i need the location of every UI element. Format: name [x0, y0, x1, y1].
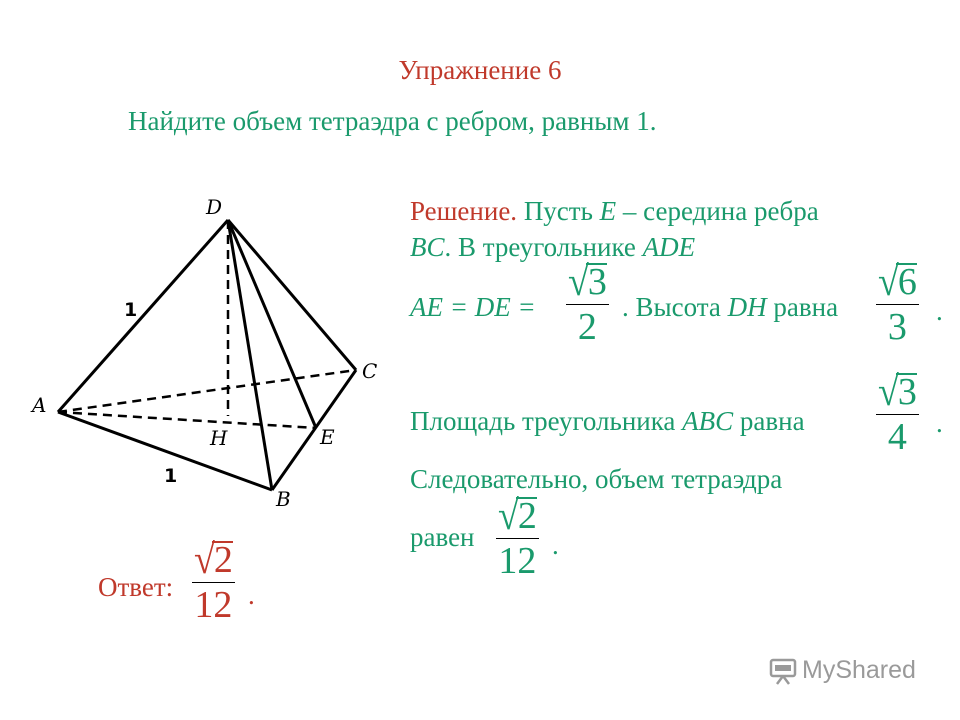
- fraction-sqrt3-over-4: √3 4: [878, 368, 917, 458]
- edge-label-AD: 1: [124, 299, 138, 321]
- task-statement: Найдите объем тетраэдра с ребром, равным 1.: [128, 106, 657, 136]
- fraction-numerator: 2: [213, 539, 233, 581]
- solution-text: Площадь треугольника: [410, 406, 683, 436]
- answer-fraction: √2 12: [194, 536, 233, 626]
- edge-AD: [58, 220, 228, 412]
- solution-line-1: [410, 196, 819, 227]
- solution-line-3-mid: [622, 292, 838, 323]
- fraction-numerator: 2: [517, 495, 537, 537]
- solution-text: . Высота: [622, 292, 728, 322]
- equation-AE-DE: AE = DE =: [410, 292, 536, 322]
- fraction-sqrt3-over-2: √3 2: [568, 258, 607, 348]
- solution-line-6: равен: [410, 522, 475, 552]
- period: .: [936, 408, 943, 438]
- tetrahedron-figure: [20, 180, 400, 520]
- vertex-label-H: H: [210, 426, 228, 450]
- solution-text: равна: [733, 406, 805, 436]
- fraction-denominator: 2: [577, 306, 597, 348]
- fraction-numerator: 6: [897, 261, 917, 303]
- fraction-denominator: 12: [194, 584, 233, 626]
- edge-label-AB: 1: [164, 465, 178, 487]
- answer-label: Ответ:: [98, 572, 174, 602]
- solution-text: – середина ребра: [616, 196, 819, 226]
- fraction-sqrt2-over-12: √2 12: [498, 492, 537, 582]
- watermark-text: MyShared: [802, 656, 916, 684]
- fraction-numerator: 3: [587, 261, 607, 303]
- fraction-sqrt6-over-3: √6 3: [878, 258, 917, 348]
- slide-title: Упражнение 6: [398, 55, 562, 85]
- period: .: [248, 580, 255, 610]
- fraction-denominator: 4: [887, 416, 907, 458]
- vertex-label-E: E: [320, 425, 335, 449]
- fraction-numerator: 3: [897, 371, 917, 413]
- vertex-label-D: D: [206, 195, 223, 219]
- solution-line-4: [410, 406, 805, 437]
- solution-label: Решение.: [410, 196, 518, 226]
- solution-line-5: Следовательно, объем тетраэдра: [410, 464, 783, 494]
- math-BC: BC: [410, 232, 445, 262]
- edge-DC: [228, 220, 356, 370]
- fraction-denominator: 3: [887, 306, 907, 348]
- segment-DE: [228, 220, 316, 428]
- math-DH: DH: [727, 292, 767, 322]
- math-E: E: [599, 196, 617, 226]
- vertex-label-A: A: [32, 393, 47, 417]
- edge-BC: [272, 370, 356, 490]
- math-ABC: ABC: [682, 406, 734, 436]
- math-ADE: ADE: [642, 232, 696, 262]
- solution-text: Пусть: [517, 196, 600, 226]
- vertex-label-B: B: [276, 487, 291, 511]
- edge-AC-hidden: [58, 370, 356, 412]
- projector-icon: [768, 656, 798, 686]
- period: .: [552, 530, 559, 560]
- vertex-label-C: C: [362, 359, 378, 383]
- watermark-logo: [768, 656, 916, 686]
- period: .: [936, 296, 943, 326]
- edge-DB: [228, 220, 272, 490]
- solution-text: . В треугольнике: [444, 232, 643, 262]
- fraction-denominator: 12: [498, 540, 537, 582]
- solution-text: равна: [766, 292, 839, 322]
- solution-line-2: [410, 232, 695, 263]
